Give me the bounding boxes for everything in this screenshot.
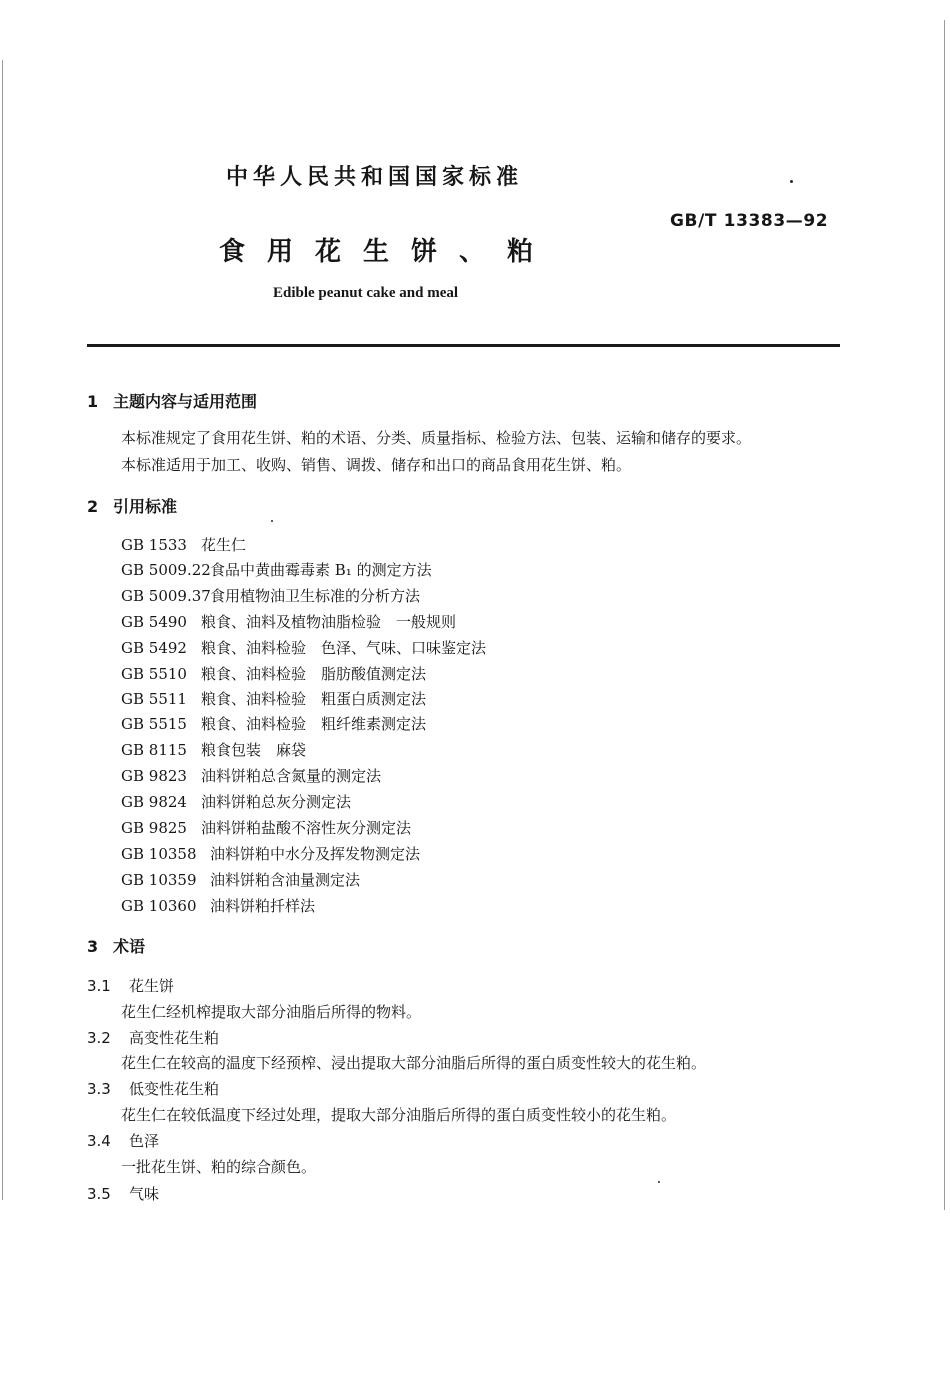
reference-code: GB 5511 xyxy=(121,690,187,708)
section-title: 术语 xyxy=(113,937,146,956)
reference-title: 花生仁 xyxy=(201,536,247,554)
term-definition: 花生仁在较高的温度下经预榨、浸出提取大部分油脂后所得的蛋白质变性较大的花生粕。 xyxy=(121,1054,707,1072)
reference-code: GB 5515 xyxy=(121,715,187,733)
reference-code: GB 10358 xyxy=(121,845,197,863)
standard-code: GB/T 13383—92 xyxy=(670,211,829,231)
term-heading xyxy=(87,1078,219,1099)
reference-item xyxy=(121,869,360,890)
reference-item xyxy=(121,534,246,555)
term-heading xyxy=(87,1130,159,1151)
term-name: 色泽 xyxy=(129,1132,160,1150)
reference-title: 粮食包装 麻袋 xyxy=(201,741,307,759)
reference-item xyxy=(121,739,306,760)
reference-item xyxy=(121,791,351,812)
reference-item xyxy=(121,611,456,632)
reference-title: 油料饼粕总含氮量的测定法 xyxy=(201,767,382,785)
title-chinese: 食用花生饼、粕 xyxy=(219,237,556,267)
reference-code: GB 9824 xyxy=(121,793,187,811)
term-name: 高变性花生粕 xyxy=(129,1029,220,1047)
section-2-heading xyxy=(87,494,177,517)
reference-item xyxy=(121,895,315,916)
reference-title: 油料饼粕中水分及挥发物测定法 xyxy=(210,845,421,863)
reference-item xyxy=(121,843,420,864)
term-name: 低变性花生粕 xyxy=(129,1080,220,1098)
title-english: Edible peanut cake and meal xyxy=(273,285,459,301)
national-standard-label: 中华人民共和国国家标准 xyxy=(226,165,524,190)
term-heading xyxy=(87,1027,219,1048)
reference-item xyxy=(121,585,420,606)
reference-code: GB 10359 xyxy=(121,871,197,889)
reference-code: GB 5490 xyxy=(121,613,187,631)
reference-code: GB 5510 xyxy=(121,665,187,683)
section-3-heading xyxy=(87,934,145,957)
term-name: 花生饼 xyxy=(129,977,175,995)
reference-code: GB 9823 xyxy=(121,767,187,785)
reference-code: GB 9825 xyxy=(121,819,187,837)
reference-code: GB 10360 xyxy=(121,897,197,915)
reference-title: 食用植物油卫生标准的分析方法 xyxy=(210,587,421,605)
scan-speck xyxy=(790,180,793,183)
reference-item xyxy=(121,817,411,838)
term-definition: 花生仁在较低温度下经过处理，提取大部分油脂后所得的蛋白质变性较小的花生粕。 xyxy=(121,1106,677,1124)
reference-code: GB 1533 xyxy=(121,536,187,554)
scan-speck xyxy=(658,1181,660,1183)
term-name: 气味 xyxy=(129,1185,160,1203)
reference-title: 粮食、油料及植物油脂检验 一般规则 xyxy=(201,613,457,631)
reference-code: GB 5492 xyxy=(121,639,187,657)
reference-item xyxy=(121,765,381,786)
section-1-heading xyxy=(87,389,257,412)
paragraph: 本标准适用于加工、收购、销售、调拨、储存和出口的商品食用花生饼、粕。 xyxy=(121,456,632,474)
reference-title: 粮食、油料检验 脂肪酸值测定法 xyxy=(201,665,427,683)
reference-title: 粮食、油料检验 粗纤维素测定法 xyxy=(201,715,427,733)
term-heading xyxy=(87,975,174,996)
term-heading xyxy=(87,1183,159,1204)
reference-title: 油料饼粕含油量测定法 xyxy=(210,871,361,889)
scan-speck xyxy=(271,520,273,522)
section-title: 引用标准 xyxy=(113,497,178,516)
right-scan-edge xyxy=(944,20,945,1210)
reference-title: 粮食、油料检验 粗蛋白质测定法 xyxy=(201,690,427,708)
reference-title: 粮食、油料检验 色泽、气味、口味鉴定法 xyxy=(201,639,487,657)
term-number: 3.1 xyxy=(87,977,111,995)
reference-title: 食品中黄曲霉毒素 B₁ 的测定方法 xyxy=(210,561,432,579)
section-number: 1 xyxy=(87,392,99,411)
reference-title: 油料饼粕总灰分测定法 xyxy=(201,793,352,811)
section-number: 3 xyxy=(87,937,99,956)
reference-item xyxy=(121,688,426,709)
reference-item xyxy=(121,637,486,658)
reference-item xyxy=(121,559,432,580)
term-number: 3.3 xyxy=(87,1080,111,1098)
term-number: 3.2 xyxy=(87,1029,111,1047)
reference-item xyxy=(121,663,426,684)
left-scan-edge xyxy=(2,60,3,1200)
reference-title: 油料饼粕盐酸不溶性灰分测定法 xyxy=(201,819,412,837)
paragraph: 本标准规定了食用花生饼、粕的术语、分类、质量指标、检验方法、包装、运输和储存的要求。 xyxy=(121,429,752,447)
term-definition: 一批花生饼、粕的综合颜色。 xyxy=(121,1158,317,1176)
reference-item xyxy=(121,713,426,734)
reference-code: GB 5009.37 xyxy=(121,587,211,605)
reference-title: 油料饼粕扦样法 xyxy=(210,897,316,915)
section-title: 主题内容与适用范围 xyxy=(113,392,258,411)
header-rule xyxy=(87,344,840,347)
reference-code: GB 5009.22 xyxy=(121,561,211,579)
term-number: 3.5 xyxy=(87,1185,111,1203)
section-number: 2 xyxy=(87,497,99,516)
reference-code: GB 8115 xyxy=(121,741,187,759)
term-definition: 花生仁经机榨提取大部分油脂后所得的物料。 xyxy=(121,1003,422,1021)
term-number: 3.4 xyxy=(87,1132,111,1150)
